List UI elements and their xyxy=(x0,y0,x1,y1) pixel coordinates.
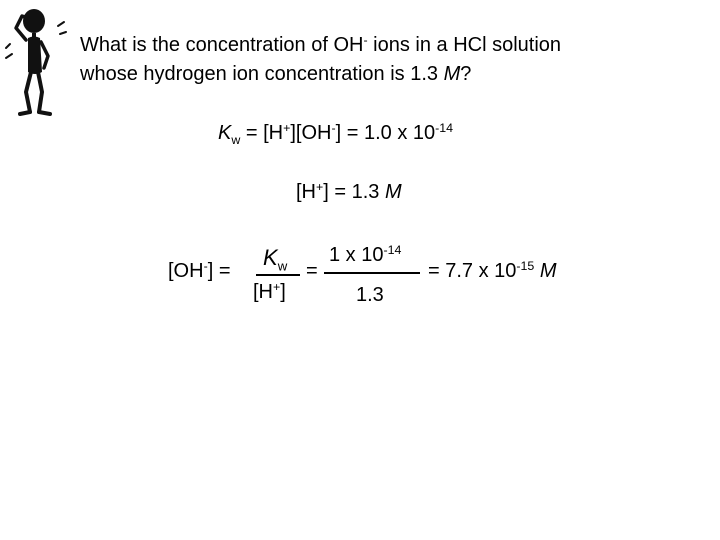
question-line2-unit: M xyxy=(443,63,461,85)
kw-symbol: K xyxy=(218,122,232,144)
kw-exponent: -14 xyxy=(435,121,454,136)
fraction1-denominator xyxy=(253,281,286,304)
lhs-text-2: ] = xyxy=(207,260,231,282)
h-concentration-line xyxy=(296,181,402,204)
kw-sup-2: - xyxy=(331,121,336,136)
question-line2-tail: ? xyxy=(460,63,472,85)
frac2-num-exponent: -14 xyxy=(383,243,402,258)
fraction1-numerator xyxy=(263,245,287,273)
frac1-k-symbol: K xyxy=(263,245,278,270)
fraction2-numerator xyxy=(329,244,401,267)
equals-sign: = xyxy=(306,260,318,282)
lhs-text-1: [OH xyxy=(168,260,204,282)
lhs-sup: - xyxy=(203,259,208,274)
kw-text-3: ] = 1.0 x 10 xyxy=(335,122,436,144)
result xyxy=(428,260,557,283)
oh-concentration-lhs xyxy=(168,260,231,283)
frac1-den-text-2: ] xyxy=(280,281,286,303)
fraction2-bar xyxy=(324,272,420,274)
question-line-1 xyxy=(80,31,561,60)
h-conc-text-1: [H xyxy=(296,181,316,203)
frac2-num-text: 1 x 10 xyxy=(329,244,384,266)
question-line1-superscript: - xyxy=(363,33,368,48)
question-line1-tail: ions in a HCl solution xyxy=(367,34,562,56)
kw-sup-1: + xyxy=(283,121,291,136)
thinking-stick-figure-icon xyxy=(4,4,74,122)
h-conc-sup: + xyxy=(316,180,324,195)
fraction2-denominator: 1.3 xyxy=(356,284,384,306)
frac1-den-sup: + xyxy=(273,280,281,295)
question-line-2 xyxy=(80,60,561,89)
question-line1-text: What is the concentration of OH xyxy=(80,34,364,56)
kw-text-1: = [H xyxy=(240,122,284,144)
frac1-den-text-1: [H xyxy=(253,281,273,303)
question-line2-text: whose hydrogen ion concentration is 1.3 xyxy=(80,63,444,85)
kw-equation xyxy=(218,122,453,147)
result-unit: M xyxy=(539,260,557,282)
kw-subscript: w xyxy=(231,133,241,147)
result-exponent: -15 xyxy=(516,259,535,274)
h-conc-text-2: ] = 1.3 xyxy=(323,181,385,203)
question-text xyxy=(80,31,561,89)
h-conc-unit: M xyxy=(384,181,402,203)
result-text: = 7.7 x 10 xyxy=(428,260,517,282)
frac1-k-subscript: w xyxy=(277,258,288,274)
fraction1-bar xyxy=(256,274,300,276)
kw-text-2: ][OH xyxy=(290,122,332,144)
